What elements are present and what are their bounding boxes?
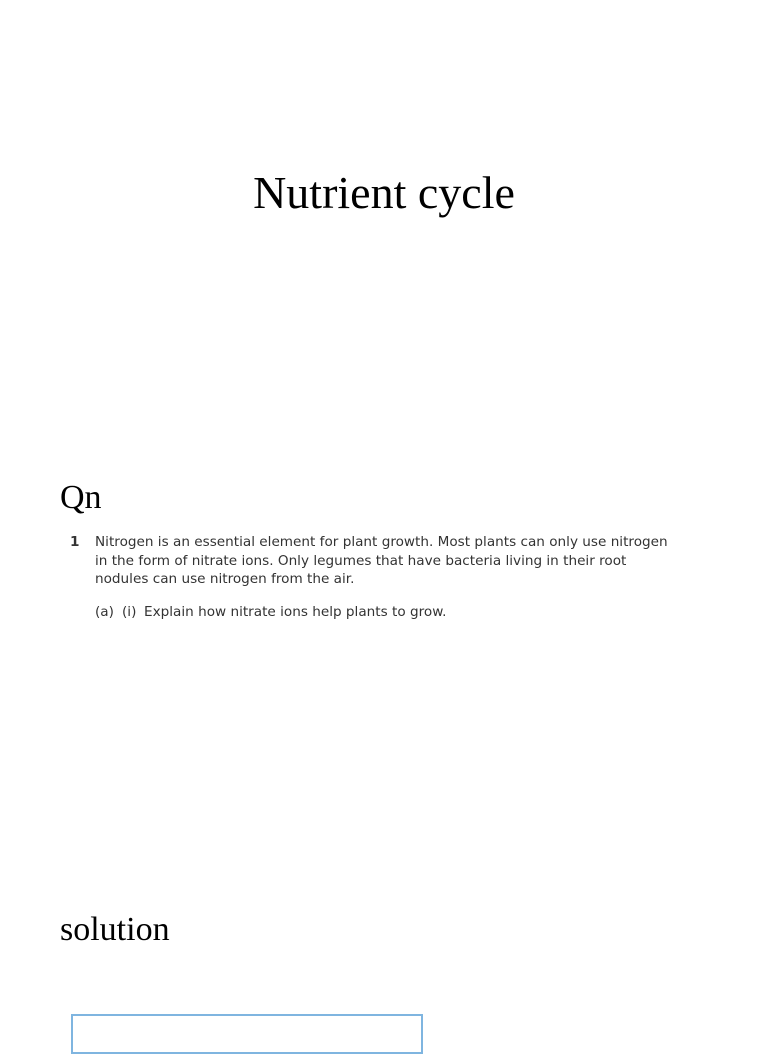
solution-box <box>71 1014 423 1054</box>
subpart-label: (i) <box>122 604 137 620</box>
part-label: (a) <box>95 604 114 620</box>
subpart-text: Explain how nitrate ions help plants to grow. <box>144 604 447 620</box>
question-part-a-i <box>95 603 446 621</box>
question-number: 1 <box>70 534 80 550</box>
question-heading: Qn <box>60 479 102 516</box>
question-line: Nitrogen is an essential element for plant growth. Most plants can only use nitrogen <box>95 534 668 550</box>
page-title: Nutrient cycle <box>253 167 515 218</box>
question-line: nodules can use nitrogen from the air. <box>95 571 355 587</box>
question-text <box>95 533 675 589</box>
question-line: in the form of nitrate ions. Only legumes that have bacteria living in their root <box>95 552 627 569</box>
solution-heading: solution <box>60 911 170 948</box>
